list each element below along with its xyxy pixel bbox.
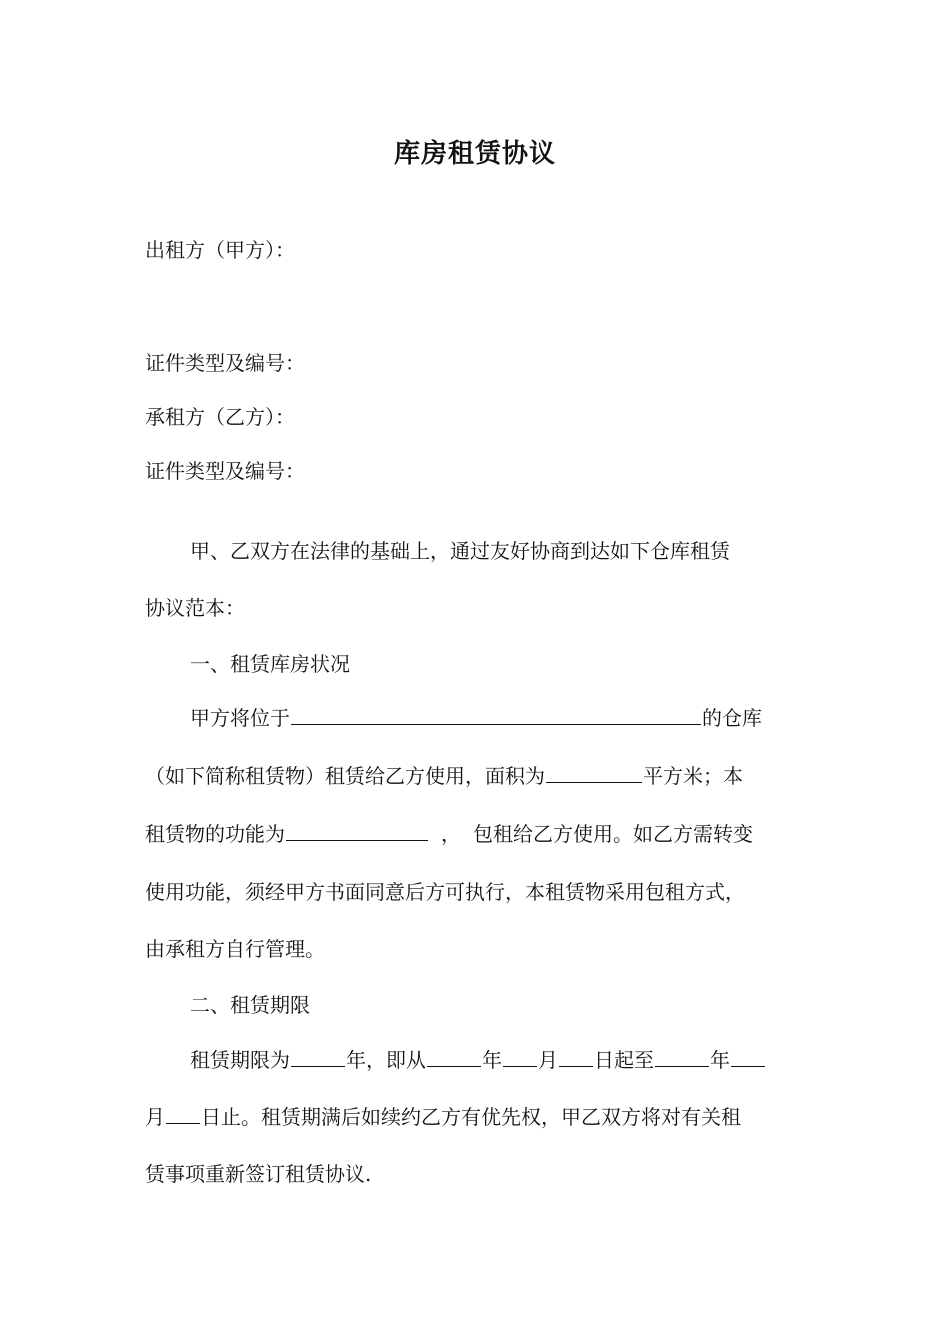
intro-line-1: 甲、乙双方在法律的基础上，通过友好协商到达如下仓库租赁: [190, 539, 730, 563]
location-blank: [291, 704, 701, 725]
area-blank: [546, 762, 642, 783]
section-1-text: 的仓库: [702, 706, 762, 730]
section-1-text: 甲方将位于: [190, 706, 290, 730]
section-2-text: 日止。租赁期满后如续约乙方有优先权，甲乙双方将对有关租: [201, 1105, 741, 1129]
intro-line-2: 协议范本：: [145, 596, 245, 620]
section-1-text: 租赁物的功能为: [145, 822, 285, 846]
section-1-line-3: [145, 819, 810, 849]
end-month-blank: [731, 1046, 765, 1067]
section-1-text: ，: [441, 822, 461, 846]
end-year-blank: [655, 1046, 709, 1067]
start-month-blank: [503, 1046, 537, 1067]
document-title: 库房租赁协议: [393, 139, 556, 169]
section-2-line-3: 赁事项重新签订租赁协议.: [145, 1162, 372, 1186]
party-a-label: 出租方（甲方）：: [145, 238, 295, 262]
section-1-text: 包租给乙方使用。如乙方需转变: [473, 822, 753, 846]
section-2-text: 月: [538, 1048, 558, 1072]
start-day-blank: [559, 1046, 593, 1067]
section-1-line-2: [145, 761, 810, 791]
section-1-text: （如下简称租赁物）租赁给乙方使用，面积为: [145, 764, 545, 788]
section-2-text: 租赁期限为: [190, 1048, 290, 1072]
section-2-line-1: [190, 1045, 810, 1075]
section-1-line-1: [190, 703, 810, 733]
section-2-text: 年: [710, 1048, 730, 1072]
term-years-blank: [291, 1046, 345, 1067]
party-b-id-label: 证件类型及编号：: [145, 459, 305, 483]
section-2-text: 年，即从: [346, 1048, 426, 1072]
section-1-text: 平方米；本: [643, 764, 743, 788]
section-2-heading: 二、租赁期限: [190, 993, 310, 1017]
section-1-line-5: 由承租方自行管理。: [145, 937, 325, 961]
party-a-id-label: 证件类型及编号：: [145, 351, 305, 375]
end-day-blank: [166, 1103, 200, 1124]
section-1-heading: 一、租赁库房状况: [190, 652, 350, 676]
party-b-label: 承租方（乙方）：: [145, 405, 295, 429]
start-year-blank: [427, 1046, 481, 1067]
section-2-text: 年: [482, 1048, 502, 1072]
section-1-line-4: 使用功能，须经甲方书面同意后方可执行，本租赁物采用包租方式，: [145, 880, 745, 904]
section-2-text: 月: [145, 1105, 165, 1129]
section-2-text: 日起至: [594, 1048, 654, 1072]
section-2-line-2: [145, 1102, 810, 1132]
function-blank: [286, 820, 428, 841]
